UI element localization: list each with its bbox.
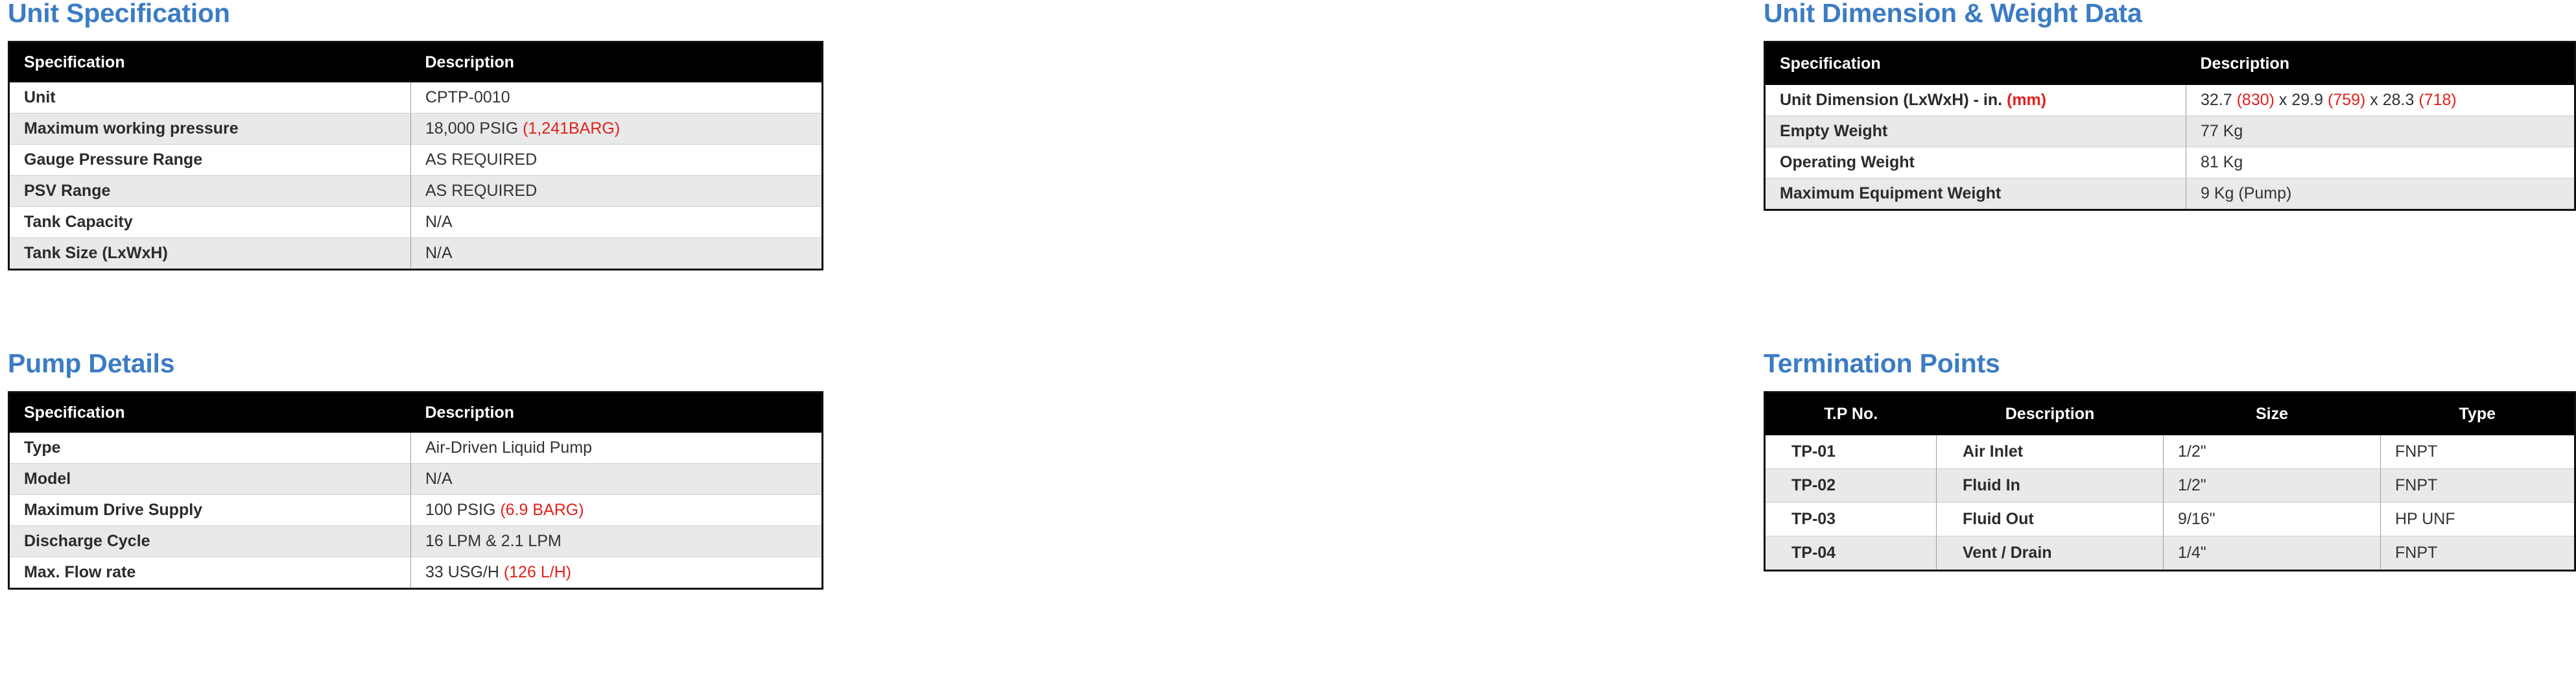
row-label <box>1765 178 2186 210</box>
row-label: PSV Range <box>9 176 411 207</box>
unit-dimension-weight-section: Unit Dimension & Weight Data Specification Description Unit Dimension (LxWxH) - in. (mm) 32.7 (830) x 29.9 (759) x 28.3 (718) Empty Weight 77 Kg Operating Weight 81 Kg Maximum Equipment Weight 9 Kg (Pump) <box>862 0 1764 350</box>
row-value <box>2186 178 2575 210</box>
table-row <box>9 114 823 145</box>
table-header-row <box>1765 42 2575 86</box>
table-row <box>9 82 823 114</box>
column-header-size: Size <box>2164 392 2381 436</box>
column-header-specification: Specification <box>1765 42 2186 86</box>
row-value <box>411 145 823 176</box>
value-text: 16 LPM & 2.1 LPM <box>425 532 561 550</box>
column-header-specification: Specification <box>9 42 411 83</box>
row-label: Model <box>9 464 411 495</box>
column-header-tp-no: T.P No. <box>1765 392 1937 436</box>
row-value <box>2186 147 2575 178</box>
table-body <box>9 433 823 589</box>
value-text: N/A <box>425 470 453 488</box>
value-text: 100 PSIG <box>425 501 501 519</box>
table-row <box>9 557 823 589</box>
table-body <box>1765 435 2575 571</box>
value-text: 81 Kg <box>2201 153 2243 171</box>
value-note: (830) <box>2236 91 2275 109</box>
unit-specification-title: Unit Specification <box>8 0 230 28</box>
table-row <box>9 238 823 270</box>
label-text: Maximum Equipment Weight <box>1780 184 2002 202</box>
table-row <box>1765 85 2575 116</box>
row-label: Tank Size (LxWxH) <box>9 238 411 270</box>
unit-specification-table <box>8 41 823 271</box>
termination-points-section: Termination Points T.P No. Description Size Type TP-01 Air Inlet 1/2" FNPT TP-02 Fluid In 1/2" FNPT TP-03 Fluid Out 9/16" HP UNF TP-04 Vent / Drain 1/4" FNPT <box>862 350 1764 698</box>
row-label: Unit <box>9 82 411 114</box>
row-label <box>1765 85 2186 116</box>
row-label: Gauge Pressure Range <box>9 145 411 176</box>
row-value <box>411 464 823 495</box>
row-label: Tank Capacity <box>9 207 411 238</box>
row-value <box>411 176 823 207</box>
row-label <box>1765 147 2186 178</box>
table-row <box>1765 116 2575 147</box>
pump-details-section <box>0 350 862 698</box>
label-text: Operating Weight <box>1780 153 1915 171</box>
tp-type: FNPT <box>2381 536 2575 571</box>
table-row <box>9 145 823 176</box>
row-value <box>411 495 823 526</box>
table-row <box>1765 503 2575 536</box>
value-text: Air-Driven Liquid Pump <box>425 439 593 457</box>
row-value <box>2186 85 2575 116</box>
value-text: 18,000 PSIG <box>425 119 523 138</box>
row-label <box>1765 116 2186 147</box>
row-value <box>2186 116 2575 147</box>
table-row <box>1765 469 2575 503</box>
value-note: (126 L/H) <box>503 563 572 581</box>
table-header <box>1765 392 2575 436</box>
table-row <box>9 464 823 495</box>
column-header-specification: Specification <box>9 392 411 433</box>
table-row <box>1765 435 2575 469</box>
unit-specification-section <box>0 0 862 350</box>
table-row <box>1765 178 2575 210</box>
tp-description: Air Inlet <box>1937 435 2164 469</box>
tp-number: TP-01 <box>1765 435 1937 469</box>
row-label: Max. Flow rate <box>9 557 411 589</box>
table-header-row <box>1765 392 2575 436</box>
value-note-2: (759) <box>2327 91 2366 109</box>
row-label: Maximum Drive Supply <box>9 495 411 526</box>
tp-size: 1/4" <box>2164 536 2381 571</box>
value-text: 32.7 <box>2201 91 2237 109</box>
table-row <box>1765 147 2575 178</box>
value-text: 77 Kg <box>2201 122 2243 140</box>
tp-type: FNPT <box>2381 435 2575 469</box>
row-value <box>411 114 823 145</box>
column-header-description: Description <box>2186 42 2575 86</box>
value-text: 33 USG/H <box>425 563 504 581</box>
pump-details-title: Pump Details <box>8 348 175 378</box>
row-label: Discharge Cycle <box>9 526 411 557</box>
value-text: N/A <box>425 213 453 231</box>
tp-number: TP-04 <box>1765 536 1937 571</box>
value-text-3: x 28.3 <box>2365 91 2419 109</box>
table-header <box>9 392 823 433</box>
label-text: Empty Weight <box>1780 122 1888 140</box>
value-text: 9 Kg (Pump) <box>2201 184 2292 202</box>
table-body <box>1765 85 2575 210</box>
column-header-description: Description <box>1937 392 2164 436</box>
tp-number: TP-03 <box>1765 503 1937 536</box>
table-row <box>9 207 823 238</box>
tp-size: 1/2" <box>2164 435 2381 469</box>
pump-details-panel <box>8 350 862 590</box>
row-value <box>411 82 823 114</box>
table-row <box>9 495 823 526</box>
table-header <box>9 42 823 83</box>
pump-details-table <box>8 391 823 590</box>
table-body <box>9 82 823 270</box>
value-note-3: (718) <box>2418 91 2457 109</box>
value-text-2: x 29.9 <box>2274 91 2328 109</box>
termination-points-table <box>1764 391 2576 572</box>
value-text: N/A <box>425 244 453 262</box>
value-text: CPTP-0010 <box>425 88 510 106</box>
table-header-row <box>9 392 823 433</box>
tp-size: 9/16" <box>2164 503 2381 536</box>
table-row <box>9 176 823 207</box>
column-header-description: Description <box>411 392 823 433</box>
row-value <box>411 207 823 238</box>
unit-specification-panel <box>8 0 862 271</box>
column-header-description: Description <box>411 42 823 83</box>
row-value <box>411 526 823 557</box>
table-row <box>9 526 823 557</box>
row-label: Maximum working pressure <box>9 114 411 145</box>
tp-type: HP UNF <box>2381 503 2575 536</box>
label-text: Unit Dimension (LxWxH) - in. <box>1780 91 2007 109</box>
row-label: Type <box>9 433 411 464</box>
tp-number: TP-02 <box>1765 469 1937 503</box>
row-value <box>411 433 823 464</box>
tp-description: Fluid Out <box>1937 503 2164 536</box>
column-header-type: Type <box>2381 392 2575 436</box>
row-value <box>411 557 823 589</box>
value-note: (6.9 BARG) <box>500 501 584 519</box>
table-header <box>1765 42 2575 86</box>
tp-type: FNPT <box>2381 469 2575 503</box>
tp-size: 1/2" <box>2164 469 2381 503</box>
unit-dimension-weight-table <box>1764 41 2576 211</box>
tp-description: Vent / Drain <box>1937 536 2164 571</box>
value-text: AS REQUIRED <box>425 150 538 169</box>
label-unit-note: (mm) <box>2007 91 2047 109</box>
value-text: AS REQUIRED <box>425 182 538 200</box>
table-header-row <box>9 42 823 83</box>
value-note: (1,241BARG) <box>523 119 620 138</box>
table-row <box>1765 536 2575 571</box>
tp-description: Fluid In <box>1937 469 2164 503</box>
row-value <box>411 238 823 270</box>
table-row <box>9 433 823 464</box>
